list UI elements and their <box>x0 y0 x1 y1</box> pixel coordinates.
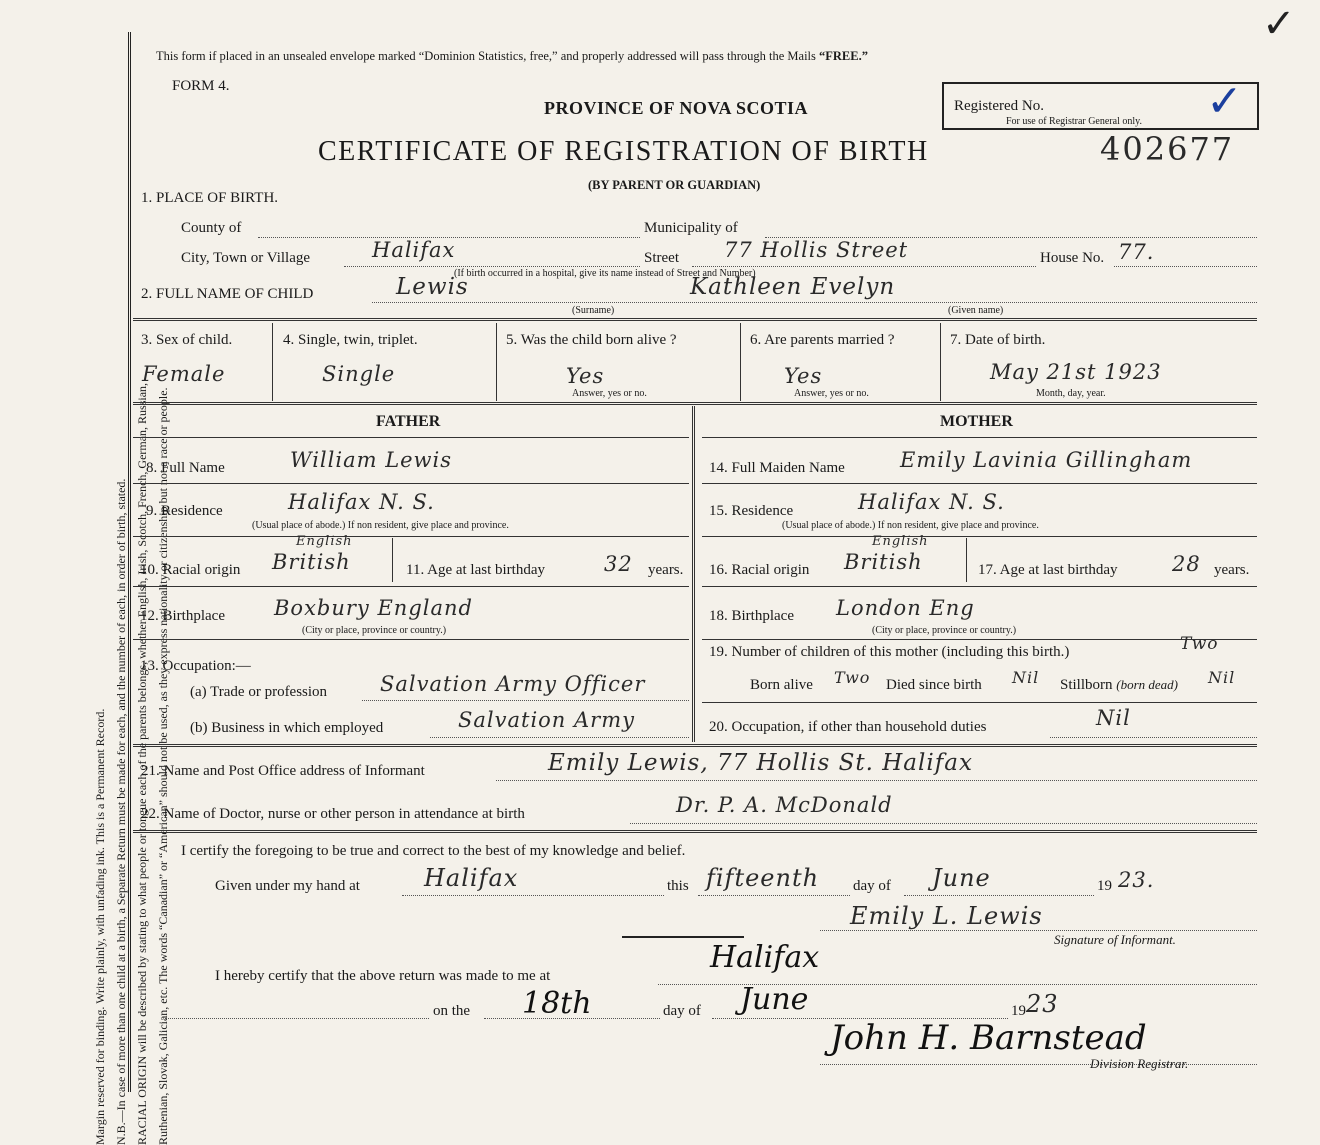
mother-heading: MOTHER <box>940 413 1013 430</box>
corner-check-icon: ✓ <box>1262 1 1296 46</box>
registration-number: 402677 <box>1100 130 1235 168</box>
doctor-value: Dr. P. A. McDonald <box>676 793 893 817</box>
municipality-label: Municipality of <box>644 220 738 236</box>
mother-occupation-label: 20. Occupation, if other than household duties <box>709 719 987 735</box>
day-of-label: day of <box>853 878 891 894</box>
informant-signature: Emily L. Lewis <box>850 902 1043 930</box>
street-value: 77 Hollis Street <box>724 238 909 262</box>
mother-name: Emily Lavinia Gillingham <box>900 448 1193 472</box>
mother-children: Two <box>1180 634 1219 654</box>
on-the-label: on the <box>433 1003 471 1019</box>
registrar-month: June <box>740 982 809 1017</box>
mother-racial: British <box>844 550 923 574</box>
dob-value: May 21st 1923 <box>990 360 1162 384</box>
single-label: 4. Single, twin, triplet. <box>283 332 418 348</box>
father-business: Salvation Army <box>458 708 635 732</box>
city-value: Halifax <box>372 238 456 262</box>
father-birthplace-label: 12. Birthplace <box>140 608 225 624</box>
this-label: this <box>667 878 689 894</box>
section-place-of-birth: 1. PLACE OF BIRTH. <box>141 190 279 206</box>
certificate-subtitle: (BY PARENT OR GUARDIAN) <box>588 178 761 192</box>
registrar-year: 23 <box>1026 990 1059 1018</box>
father-residence-label: 9. Residence <box>146 503 223 519</box>
father-occupation-label: 13. Occupation:— <box>140 658 251 674</box>
mother-residence: Halifax N. S. <box>858 490 1005 514</box>
father-residence: Halifax N. S. <box>288 490 435 514</box>
born-alive-value: Two <box>834 668 871 687</box>
born-alive-label: Born alive <box>750 677 813 693</box>
dob-note: Month, day, year. <box>1036 388 1106 399</box>
registrar-statement: I hereby certify that the above return was made to me at <box>215 968 551 984</box>
margin-rule <box>128 32 131 1092</box>
registrar-day-of-label: day of <box>663 1003 701 1019</box>
child-surname: Lewis <box>396 274 469 300</box>
informant-label: 21. Name and Post Office address of Informant <box>141 763 425 779</box>
mother-name-label: 14. Full Maiden Name <box>709 460 845 476</box>
registrar-year-prefix: 19 <box>1011 1003 1026 1019</box>
year-value: 23. <box>1118 868 1155 892</box>
married-label: 6. Are parents married ? <box>750 332 895 348</box>
father-age-label: 11. Age at last birthday <box>406 562 545 578</box>
registrar-day: 18th <box>522 986 592 1021</box>
mother-racial-label: 16. Racial origin <box>709 562 810 578</box>
county-label: County of <box>181 220 242 236</box>
registrar-signature: John H. Barnstead <box>830 1018 1147 1058</box>
father-years: years. <box>648 562 684 578</box>
doctor-label: 22. Name of Doctor, nurse or other person in attendance at birth <box>141 806 525 822</box>
father-trade-label: (a) Trade or profession <box>190 684 328 700</box>
day-value: fifteenth <box>706 864 820 892</box>
father-name: William Lewis <box>290 448 453 472</box>
father-birthplace: Boxbury England <box>274 596 473 620</box>
father-racial: British <box>272 550 351 574</box>
father-name-label: 8. Full Name <box>146 460 225 476</box>
house-label: House No. <box>1040 250 1105 266</box>
month-value: June <box>932 864 991 892</box>
father-racial-above: English <box>296 534 353 549</box>
father-birthplace-note: (City or place, province or country.) <box>302 625 447 636</box>
registered-label: Registered No. <box>954 98 1044 114</box>
mother-children-label: 19. Number of children of this mother (including this birth.) <box>709 644 1070 660</box>
father-trade: Salvation Army Officer <box>380 672 646 696</box>
informant-signature-label: Signature of Informant. <box>1054 932 1176 947</box>
surname-note: (Surname) <box>572 305 615 316</box>
child-given-name: Kathleen Evelyn <box>690 274 896 300</box>
certificate-title: CERTIFICATE OF REGISTRATION OF BIRTH <box>318 136 929 167</box>
alive-value: Yes <box>566 364 605 388</box>
died-label: Died since birth <box>886 677 982 693</box>
certify-statement: I certify the foregoing to be true and correct to the best of my knowledge and belief. <box>181 843 686 859</box>
mother-racial-above: English <box>872 534 929 549</box>
registered-note: For use of Registrar General only. <box>1006 116 1142 127</box>
margin-line-4: Ruthenian, Slovak, Galician, etc. The words “Canadian” or “American” should not be used, as they express nationality or citizenship but not a race or people. <box>156 387 170 1145</box>
married-note: Answer, yes or no. <box>794 388 869 399</box>
mother-birthplace-note: (City or place, province or country.) <box>872 625 1017 636</box>
mother-age-label: 17. Age at last birthday <box>978 562 1118 578</box>
stillborn-label: Stillborn (born dead) <box>1060 677 1179 693</box>
margin-line-2: N.B.—In case of more than one child at a birth, a Separate Return must be made for each, and the number of each, in order of birth, stated. <box>114 478 128 1145</box>
sex-label: 3. Sex of child. <box>141 332 233 348</box>
dob-label: 7. Date of birth. <box>950 332 1046 348</box>
house-value: 77. <box>1118 240 1155 264</box>
mother-years: years. <box>1214 562 1250 578</box>
given-place: Halifax <box>424 864 519 892</box>
father-racial-label: 10. Racial origin <box>140 562 241 578</box>
mother-occupation: Nil <box>1096 706 1131 730</box>
alive-note: Answer, yes or no. <box>572 388 647 399</box>
street-label: Street <box>644 250 679 266</box>
province-heading: PROVINCE OF NOVA SCOTIA <box>544 98 809 118</box>
mother-birthplace-label: 18. Birthplace <box>709 608 794 624</box>
child-name-label: 2. FULL NAME OF CHILD <box>141 286 314 302</box>
given-note: (Given name) <box>948 305 1004 316</box>
mother-residence-note: (Usual place of abode.) If non resident, give place and province. <box>782 520 1039 531</box>
stillborn-value: Nil <box>1208 668 1236 687</box>
registered-box <box>942 77 1259 130</box>
father-heading: FATHER <box>376 413 441 430</box>
margin-line-3: RACIAL ORIGIN will be described by stating to what people or tongue each of the parents belongs, whether English, Irish, Scotch, French, German, Russian, <box>135 382 149 1145</box>
father-age: 32 <box>604 552 633 576</box>
single-value: Single <box>322 362 396 386</box>
alive-label: 5. Was the child born alive ? <box>506 332 677 348</box>
mail-notice: This form if placed in an unsealed envelope marked “Dominion Statistics, free,” and properly addressed will pass through the Mails “FREE.” <box>156 49 868 63</box>
given-under-label: Given under my hand at <box>215 878 360 894</box>
father-business-label: (b) Business in which employed <box>190 720 384 736</box>
city-label: City, Town or Village <box>181 250 311 266</box>
died-value: Nil <box>1012 668 1040 687</box>
sex-value: Female <box>142 362 226 386</box>
hospital-note: (If birth occurred in a hospital, give its name instead of Street and Number) <box>454 268 756 279</box>
year-prefix: 19 <box>1097 878 1112 894</box>
mother-residence-label: 15. Residence <box>709 503 794 519</box>
father-residence-note: (Usual place of abode.) If non resident, give place and province. <box>252 520 509 531</box>
registrar-signature-label: Division Registrar. <box>1090 1056 1189 1071</box>
form-number: FORM 4. <box>172 78 230 94</box>
registrar-place: Halifax <box>710 940 820 975</box>
informant-value: Emily Lewis, 77 Hollis St. Halifax <box>548 750 973 776</box>
check-icon: ✓ <box>1206 77 1243 126</box>
mother-age: 28 <box>1172 552 1201 576</box>
margin-line-1: Margin reserved for binding. Write plainly, with unfading ink. This is a Permanent Record. <box>93 708 107 1145</box>
married-value: Yes <box>784 364 823 388</box>
mother-birthplace: London Eng <box>836 596 975 620</box>
